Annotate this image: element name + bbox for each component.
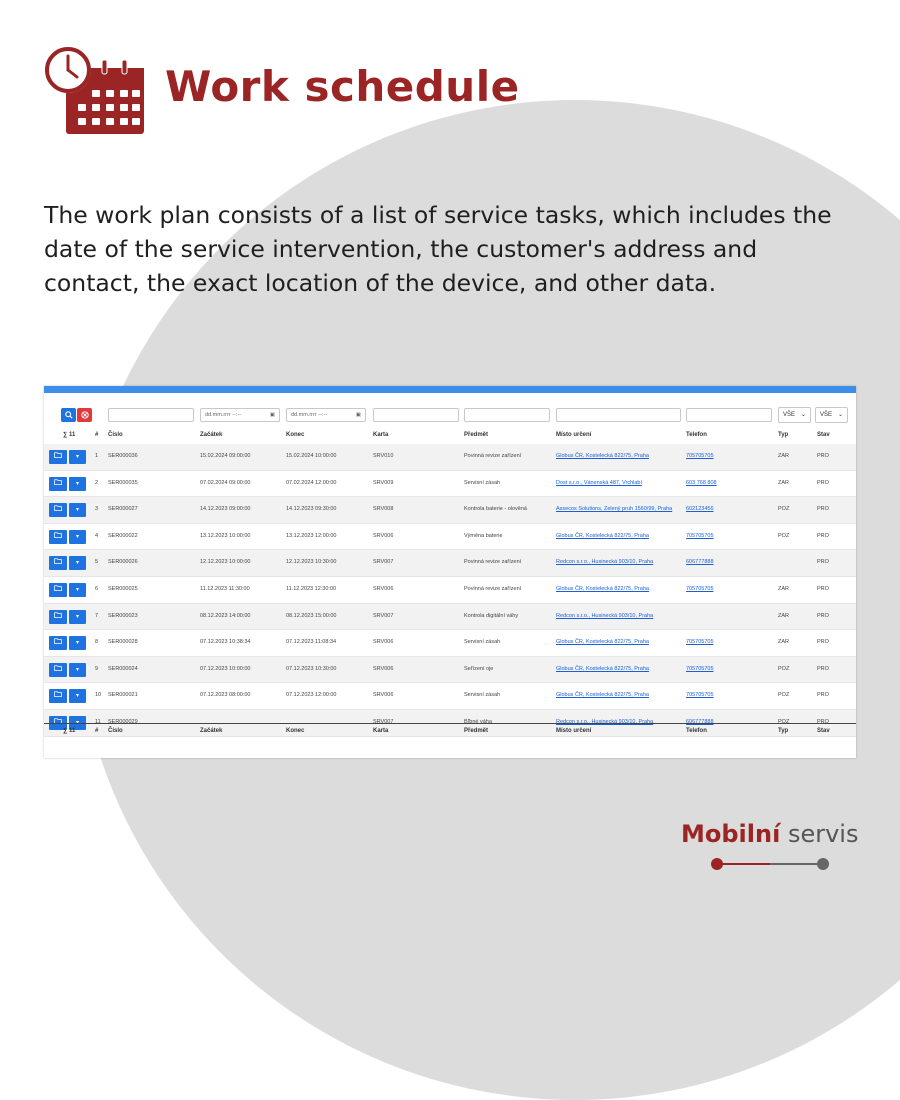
calendar-icon: ▣ [269, 412, 275, 418]
misto-link[interactable]: Globus ČR, Kostelecká 822/75, Praha [556, 532, 649, 539]
konec-cell: 14.12.2023 09:30:00 [286, 506, 337, 513]
karta-cell: SRV008 [373, 506, 394, 513]
typ-cell: ZAR [778, 453, 789, 459]
zacatek-cell: 13.12.2023 10:00:00 [200, 532, 251, 539]
search-button[interactable] [61, 408, 76, 422]
cislo-cell: SER000025 [108, 585, 138, 592]
row-dropdown-button[interactable] [69, 663, 86, 677]
misto-link[interactable]: Globus ČR, Kostelecká 822/75, Praha [556, 692, 649, 699]
typ-cell: POZ [778, 532, 790, 539]
typ-cell: POZ [778, 665, 790, 672]
folder-icon [54, 665, 62, 671]
clear-icon [81, 411, 89, 419]
stav-cell: PRO [817, 718, 829, 725]
row-number: 8 [95, 639, 99, 646]
table-row[interactable] [44, 657, 856, 684]
table-row[interactable] [44, 524, 856, 551]
table-row[interactable] [44, 550, 856, 577]
folder-icon [54, 612, 62, 618]
col-misto[interactable]: Místo určení [556, 432, 592, 438]
typ-cell: ZAR [778, 479, 789, 486]
col-num: # [95, 728, 99, 734]
row-dropdown-button[interactable] [69, 610, 86, 624]
konec-cell: 11.12.2023 12:30:00 [286, 585, 337, 592]
stav-cell: PRO [817, 506, 829, 513]
telefon-link[interactable]: 705705705 [686, 453, 714, 459]
table-row[interactable] [44, 577, 856, 604]
row-dropdown-button[interactable] [69, 689, 86, 703]
col-misto: Místo určení [556, 728, 592, 734]
caret-down-icon: ▾ [75, 586, 79, 593]
folder-icon [54, 479, 62, 485]
karta-cell: SRV007 [373, 559, 394, 566]
brand-wordmark [681, 820, 858, 848]
zacatek-cell: 07.12.2023 10:00:00 [200, 665, 251, 672]
cislo-cell: SER000024 [108, 665, 138, 672]
zacatek-cell: 15.02.2024 09:00:00 [200, 453, 251, 459]
typ-cell: POZ [778, 718, 790, 725]
row-dropdown-button[interactable] [69, 477, 86, 491]
open-folder-button[interactable] [49, 530, 67, 544]
zacatek-cell: 11.12.2023 11:30:00 [200, 585, 250, 592]
row-number: 9 [95, 665, 99, 672]
table-row[interactable] [44, 444, 856, 471]
cislo-cell: SER000027 [108, 506, 138, 513]
zacatek-filter-input[interactable]: dd.mm.rrrr --:-- ▣ [200, 408, 280, 422]
table-row[interactable] [44, 683, 856, 710]
predmet-cell: Povinná revize zařízení [464, 453, 522, 459]
work-schedule-table-screenshot [44, 386, 856, 758]
karta-cell: SRV007 [373, 718, 394, 725]
chevron-down-icon: ⌄ [837, 412, 843, 418]
row-dropdown-button[interactable] [69, 530, 86, 544]
zacatek-cell: 07.12.2023 10:38:34 [200, 639, 251, 646]
col-sum: ∑ 11 [63, 728, 76, 734]
karta-cell: SRV009 [373, 479, 394, 486]
karta-cell: SRV006 [373, 665, 394, 672]
typ-cell: POZ [778, 692, 790, 699]
telefon-link[interactable]: 705705705 [686, 692, 714, 699]
cislo-cell: SER000028 [108, 639, 138, 646]
folder-icon [54, 691, 62, 697]
telefon-link[interactable]: 603 768 808 [686, 479, 717, 486]
konec-cell: 08.12.2023 15:00:00 [286, 612, 337, 619]
stav-cell: PRO [817, 532, 829, 539]
row-number: 6 [95, 585, 99, 592]
table-row[interactable] [44, 471, 856, 498]
col-typ: Typ [778, 728, 789, 734]
row-dropdown-button[interactable] [69, 556, 86, 570]
konec-filter-input[interactable]: dd.mm.rrrr --:-- ▣ [286, 408, 366, 422]
misto-link[interactable]: Globus ČR, Kostelecká 822/75, Praha [556, 639, 649, 646]
col-stav: Stav [817, 728, 830, 734]
cislo-cell: SER000022 [108, 532, 138, 539]
table-footer [44, 723, 856, 740]
telefon-link[interactable]: 602123456 [686, 506, 714, 513]
table-header [44, 428, 856, 445]
telefon-link[interactable]: 705705705 [686, 665, 714, 672]
col-num: # [95, 432, 99, 438]
intro-paragraph: The work plan consists of a list of service tasks, which includes the date of the service intervention, the customer's address and contact, the exact location of the device, and other data. [44, 201, 832, 297]
stav-cell: PRO [817, 612, 829, 619]
predmet-cell: Servisní zásah [464, 479, 501, 486]
col-cislo[interactable]: Číslo [108, 432, 123, 438]
open-folder-button[interactable] [49, 663, 67, 677]
stav-cell: PRO [817, 585, 829, 592]
misto-link[interactable]: Redcon s.r.o., Husinecká 903/10, Praha [556, 559, 654, 566]
caret-down-icon: ▾ [75, 560, 79, 567]
predmet-cell: Výměna baterie [464, 532, 503, 539]
predmet-cell: Seřízení oje [464, 665, 494, 672]
open-folder-button[interactable] [49, 556, 67, 570]
telefon-link[interactable]: 705705705 [686, 585, 714, 592]
calendar-icon: ▣ [355, 412, 361, 418]
caret-down-icon: ▾ [75, 507, 79, 514]
folder-icon [54, 505, 62, 511]
col-predmet[interactable]: Předmět [464, 432, 489, 438]
page-title: Work schedule [165, 62, 520, 111]
open-folder-button[interactable] [49, 610, 67, 624]
col-predmet: Předmět [464, 728, 489, 734]
misto-link[interactable]: Redcon s.r.o., Husinecká 903/10, Praha [556, 612, 654, 619]
telefon-link[interactable]: 705705705 [686, 532, 714, 539]
col-sum: ∑ 11 [63, 432, 76, 438]
stav-filter-select[interactable]: VŠE ⌄ [815, 407, 848, 423]
cislo-cell: SER000021 [108, 692, 138, 699]
brand-name-bold: Mobilní [681, 820, 781, 848]
folder-icon [54, 585, 62, 591]
predmet-cell: Povinná revize zařízení [464, 559, 522, 566]
predmet-cell: Kontrola digitální váhy [464, 612, 519, 619]
karta-cell: SRV006 [373, 692, 394, 699]
karta-cell: SRV007 [373, 612, 394, 619]
caret-down-icon: ▾ [75, 693, 79, 700]
typ-cell: ZAR [778, 639, 789, 646]
caret-down-icon: ▾ [75, 719, 79, 726]
col-konec: Konec [286, 728, 305, 734]
caret-down-icon: ▾ [75, 613, 79, 620]
open-folder-button[interactable] [49, 583, 67, 597]
misto-filter-input[interactable] [556, 408, 681, 422]
folder-icon [54, 638, 62, 644]
predmet-cell: Servisní zásah [464, 639, 501, 646]
karta-cell: SRV006 [373, 532, 394, 539]
col-telefon: Telefon [686, 728, 707, 734]
caret-down-icon: ▾ [75, 640, 79, 647]
row-number: 11 [95, 718, 101, 725]
konec-cell: 07.12.2023 11:08:34 [286, 639, 337, 646]
clock-calendar-icon [44, 44, 148, 136]
col-zacatek: Začátek [200, 728, 223, 734]
row-dropdown-button[interactable] [69, 636, 86, 650]
misto-link[interactable]: Globus ČR, Kostelecká 822/75, Praha [556, 585, 649, 592]
table-body [44, 444, 856, 737]
row-number: 1 [95, 453, 99, 459]
folder-icon [54, 532, 62, 538]
open-folder-button[interactable] [49, 477, 67, 491]
typ-cell: ZAR [778, 585, 789, 592]
table-row[interactable] [44, 604, 856, 631]
konec-cell: 13.12.2023 12:00:00 [286, 532, 337, 539]
open-folder-button[interactable] [49, 689, 67, 703]
col-telefon[interactable]: Telefon [686, 432, 707, 438]
chevron-down-icon: ⌄ [800, 412, 806, 418]
karta-cell: SRV010 [373, 453, 394, 459]
folder-icon [54, 558, 62, 564]
col-cislo: Číslo [108, 728, 123, 734]
row-dropdown-button[interactable] [69, 503, 86, 517]
col-karta[interactable]: Karta [373, 432, 389, 438]
typ-cell: ZAR [778, 612, 789, 619]
misto-link[interactable]: Dost s.r.o., Vánenská 487, Vrchlabí [556, 479, 643, 486]
row-number: 2 [95, 479, 99, 486]
zacatek-cell: 07.02.2024 09:00:00 [200, 479, 251, 486]
brand-underline-graphic [710, 857, 830, 871]
caret-down-icon: ▾ [75, 454, 79, 460]
zacatek-cell: 08.12.2023 14:00:00 [200, 612, 251, 619]
row-number: 5 [95, 559, 99, 566]
zacatek-cell: 12.12.2023 10:00:00 [200, 559, 251, 566]
search-icon [65, 411, 73, 419]
stav-cell: PRO [817, 665, 829, 672]
col-stav[interactable]: Stav [817, 432, 830, 438]
col-zacatek[interactable]: Začátek [200, 432, 223, 438]
misto-link[interactable]: Globus ČR, Kostelecká 822/75, Praha [556, 665, 649, 672]
table-row[interactable] [44, 630, 856, 657]
brand-name-light: servis [780, 820, 859, 848]
folder-icon [54, 452, 62, 458]
stav-cell: PRO [817, 479, 829, 486]
predmet-cell: Servisní zásah [464, 692, 501, 699]
typ-cell: POZ [778, 506, 790, 513]
cislo-cell: SER000035 [108, 479, 138, 486]
cislo-filter-input[interactable] [108, 408, 194, 422]
karta-filter-input[interactable] [373, 408, 459, 422]
karta-cell: SRV006 [373, 585, 394, 592]
cislo-cell: SER000026 [108, 559, 138, 566]
row-dropdown-button[interactable] [69, 583, 86, 597]
row-number: 7 [95, 612, 99, 619]
caret-down-icon: ▾ [75, 533, 79, 540]
table-row[interactable] [44, 497, 856, 524]
row-number: 3 [95, 506, 99, 513]
karta-cell: SRV006 [373, 639, 394, 646]
cislo-cell: SER000023 [108, 612, 138, 619]
telefon-link[interactable]: 606777888 [686, 559, 714, 566]
stav-cell: PRO [817, 453, 829, 459]
misto-link[interactable]: Assecos Solutions, Zelený pruh 1560/99, Praha [556, 506, 673, 513]
predmet-cell: Povinná revize zařízení [464, 585, 522, 592]
misto-link[interactable]: Redcon s.r.o., Husinecká 903/10, Praha [556, 718, 654, 725]
stav-cell: PRO [817, 639, 829, 646]
telefon-link[interactable]: 606777888 [686, 718, 714, 725]
top-accent-bar [44, 386, 856, 393]
filter-row [44, 408, 856, 424]
caret-down-icon: ▾ [75, 666, 79, 673]
konec-cell: 07.02.2024 12:00:00 [286, 479, 337, 486]
stav-cell: PRO [817, 692, 829, 699]
predmet-cell: Bľbné váha [464, 718, 492, 725]
zacatek-cell: 14.12.2023 09:00:00 [200, 506, 251, 513]
row-number: 4 [95, 532, 99, 539]
predmet-cell: Kontrola baterie - olověná [464, 506, 527, 513]
row-number: 10 [95, 692, 102, 699]
misto-link[interactable]: Globus ČR, Kostelecká 822/75, Praha [556, 453, 649, 459]
col-karta: Karta [373, 728, 389, 734]
cislo-cell: SER000029 [108, 718, 138, 725]
cislo-cell: SER000036 [108, 453, 138, 459]
konec-cell: 15.02.2024 10:00:00 [286, 453, 337, 459]
clear-filter-button[interactable] [77, 408, 92, 422]
open-folder-button[interactable] [49, 450, 67, 464]
telefon-link[interactable]: 705705705 [686, 639, 714, 646]
konec-cell: 07.12.2023 10:30:00 [286, 665, 337, 672]
row-dropdown-button[interactable] [69, 450, 86, 464]
telefon-filter-input[interactable] [686, 408, 772, 422]
open-folder-button[interactable] [49, 636, 67, 650]
open-folder-button[interactable] [49, 503, 67, 517]
typ-filter-select[interactable]: VŠE ⌄ [778, 407, 811, 423]
caret-down-icon: ▾ [75, 480, 79, 487]
col-typ[interactable]: Typ [778, 432, 789, 438]
konec-cell: 12.12.2023 10:30:00 [286, 559, 337, 566]
predmet-filter-input[interactable] [464, 408, 550, 422]
konec-cell: 07.12.2023 12:00:00 [286, 692, 337, 699]
col-konec[interactable]: Konec [286, 432, 305, 438]
stav-cell: PRO [817, 559, 829, 566]
zacatek-cell: 07.12.2023 08:00:00 [200, 692, 251, 699]
